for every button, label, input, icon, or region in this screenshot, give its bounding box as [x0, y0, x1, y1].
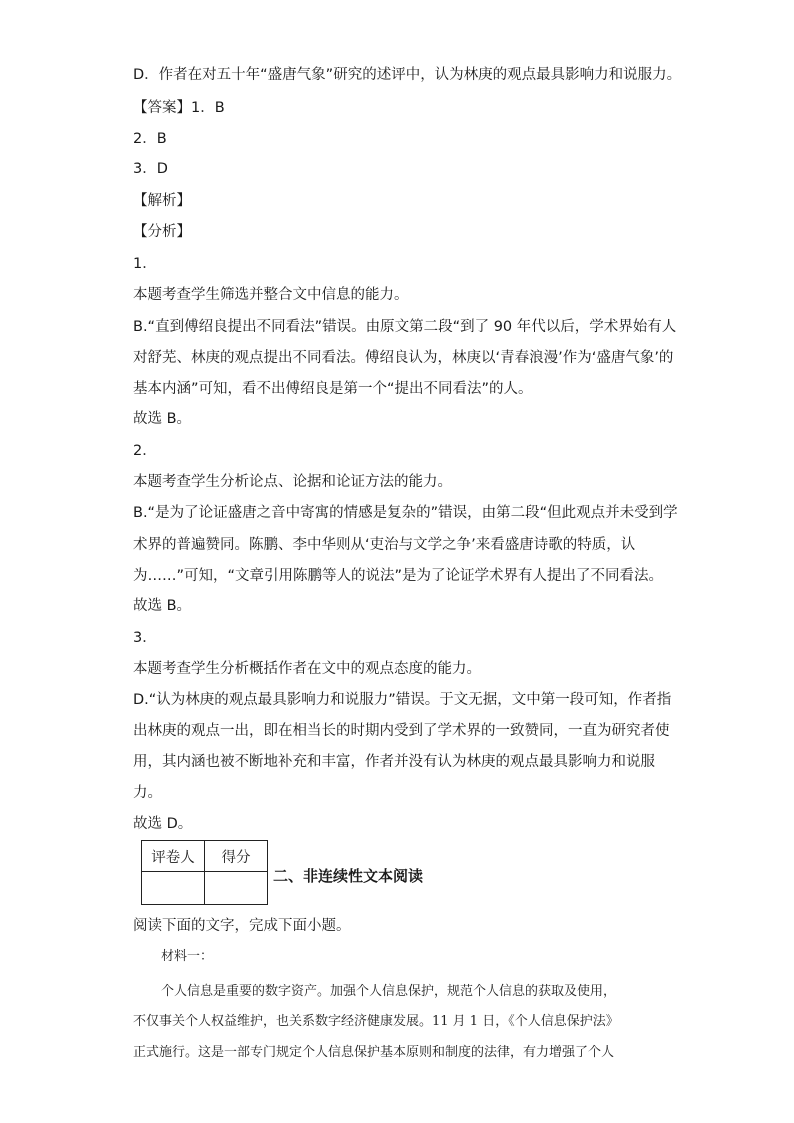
option-d: D．作者在对五十年“盛唐气象”研究的述评中，认为林庚的观点最具影响力和说服力。 — [133, 67, 682, 83]
q2-line-1: B.“是为了论证盛唐之音中寄寓的情感是复杂的”错误，由第二段“但此观点并未受到学 — [133, 505, 678, 521]
q1-number: 1． — [133, 256, 157, 272]
score-cell — [205, 872, 268, 905]
reviewer-cell — [142, 872, 205, 905]
q3-conclusion: 故选 D。 — [133, 816, 193, 832]
material-line-2: 不仅事关个人权益维护，也关系数字经济健康发展。11 月 1 日，《个人信息保护法》 — [133, 1014, 619, 1029]
score-table — [141, 840, 268, 905]
q1-line-1: B.“直到傅绍良提出不同看法”错误。由原文第二段“到了 90 年代以后，学术界始有人 — [133, 319, 677, 335]
q1-conclusion: 故选 B。 — [133, 411, 192, 427]
q2-line-2: 术界的普遍赞同。陈鹏、李中华则从‘吏治与文学之争’来看盛唐诗歌的特质，认 — [133, 537, 636, 553]
answer-1: 【答案】1．B — [133, 100, 225, 116]
section-title: 二、非连续性文本阅读 — [273, 867, 424, 885]
q3-line-1: D.“认为林庚的观点最具影响力和说服力”错误。于文无据，文中第一段可知，作者指 — [133, 692, 672, 708]
answer-3: 3．D — [133, 161, 168, 177]
q3-line-2: 出林庚的观点一出，即在相当长的时期内受到了学术界的一致赞同，一直为研究者使 — [133, 723, 670, 739]
q1-line-2: 对舒芜、林庚的观点提出不同看法。傅绍良认为，林庚以‘青春浪漫’作为‘盛唐气象’的 — [133, 350, 674, 366]
material-line-3: 正式施行。这是一部专门规定个人信息保护基本原则和制度的法律，有力增强了个人 — [133, 1045, 615, 1060]
fenxi-heading: 【分析】 — [133, 224, 191, 240]
q3-line-4: 力。 — [133, 785, 162, 801]
q2-number: 2． — [133, 443, 157, 459]
material-line-1: 个人信息是重要的数字资产。加强个人信息保护，规范个人信息的获取及使用， — [161, 984, 617, 999]
instruction: 阅读下面的文字，完成下面小题。 — [133, 918, 351, 934]
answer-2: 2．B — [133, 131, 167, 147]
q2-conclusion: 故选 B。 — [133, 598, 192, 614]
q1-intro: 本题考查学生筛选并整合文中信息的能力。 — [133, 287, 409, 303]
q2-line-3: 为……”可知，“文章引用陈鹏等人的说法”是为了论证学术界有人提出了不同看法。 — [133, 568, 664, 584]
q3-line-3: 用，其内涵也被不断地补充和丰富，作者并没有认为林庚的观点最具影响力和说服 — [133, 754, 655, 770]
analysis-heading: 【解析】 — [133, 193, 191, 209]
reviewer-header: 评卷人 — [142, 841, 205, 872]
q3-number: 3． — [133, 630, 157, 646]
q1-line-3: 基本内涵”可知，看不出傅绍良是第一个“提出不同看法”的人。 — [133, 381, 533, 397]
material-label: 材料一： — [161, 949, 214, 964]
q3-intro: 本题考查学生分析概括作者在文中的观点态度的能力。 — [133, 661, 481, 677]
score-header: 得分 — [205, 841, 268, 872]
q2-intro: 本题考查学生分析论点、论据和论证方法的能力。 — [133, 474, 452, 490]
